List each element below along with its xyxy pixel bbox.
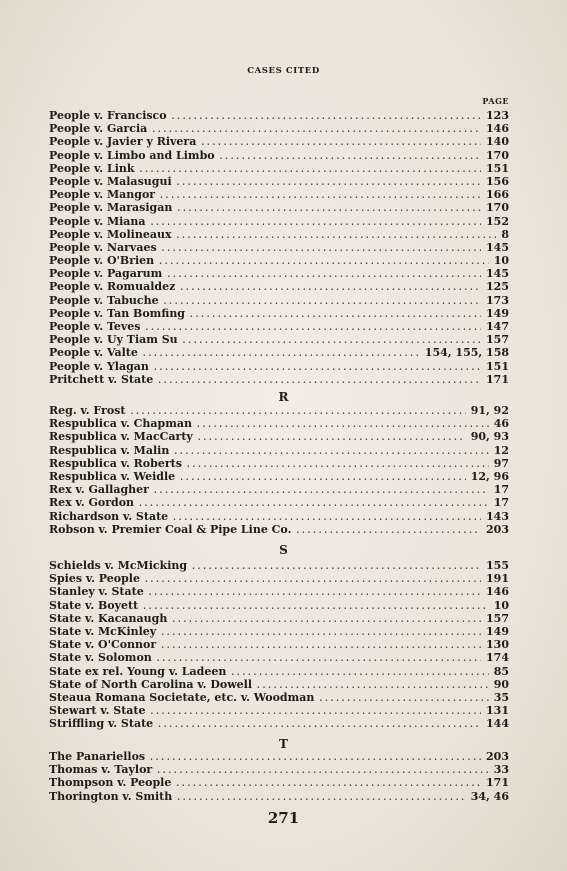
case-pages: 173 <box>486 293 509 307</box>
case-pages: 157 <box>486 333 509 347</box>
case-name: People v. Limbo and Limbo <box>49 148 215 162</box>
case-name: Steaua Romana Societate, etc. v. Woodman <box>49 690 315 704</box>
case-pages: 147 <box>486 320 509 333</box>
dot-leader <box>192 561 481 571</box>
case-entry <box>49 599 509 612</box>
case-pages: 46 <box>493 417 509 431</box>
dot-leader <box>154 362 481 372</box>
dot-leader <box>161 627 481 637</box>
case-entry <box>49 483 509 496</box>
case-pages: 91, 92 <box>470 404 509 417</box>
dot-leader <box>145 322 481 332</box>
case-entry <box>49 267 509 280</box>
dot-leader <box>180 282 481 292</box>
dot-leader <box>187 459 489 469</box>
dot-leader <box>157 765 488 775</box>
dot-leader <box>158 719 481 729</box>
case-name: Thomas v. Taylor <box>49 763 153 777</box>
dot-leader <box>174 446 488 456</box>
case-pages: 125 <box>486 280 509 294</box>
case-name: Schields v. McMicking <box>49 559 188 572</box>
case-name: Rex v. Gordon <box>49 496 135 510</box>
case-entry <box>49 417 509 430</box>
case-pages: 145 <box>486 267 509 281</box>
running-header: CASES CITED <box>247 66 320 76</box>
case-entry <box>49 254 509 267</box>
case-entry <box>49 215 509 228</box>
case-entry <box>49 228 509 241</box>
case-entry <box>49 444 509 457</box>
case-pages: 123 <box>486 109 509 122</box>
case-entry <box>49 307 509 320</box>
case-name: Reg. v. Frost <box>49 404 126 417</box>
case-name: People v. Mangor <box>49 188 156 202</box>
case-pages: 171 <box>486 776 509 790</box>
case-entry <box>49 496 509 509</box>
case-pages: 8 <box>501 227 509 241</box>
dot-leader <box>177 792 466 802</box>
case-entry <box>49 201 509 214</box>
page-number: 271 <box>267 809 300 827</box>
case-pages: 166 <box>486 188 509 202</box>
case-entry <box>49 704 509 717</box>
section-s-list <box>49 559 509 730</box>
case-name: People v. Malasugui <box>49 174 172 188</box>
case-entry <box>49 175 509 188</box>
case-name: People v. Javier y Rivera <box>49 135 197 149</box>
case-pages: 157 <box>486 611 509 625</box>
case-entry <box>49 241 509 254</box>
section-letter-t: T <box>279 737 288 751</box>
dot-leader <box>140 164 482 174</box>
case-pages: 17 <box>493 483 509 497</box>
case-name: People v. Tabuche <box>49 293 159 307</box>
case-entry <box>49 149 509 162</box>
case-name: People v. Miana <box>49 214 146 228</box>
case-pages: 146 <box>486 585 509 599</box>
dot-leader <box>177 177 481 187</box>
case-entry <box>49 360 509 373</box>
dot-leader <box>172 614 481 624</box>
case-entry <box>49 510 509 523</box>
case-pages: 203 <box>486 522 509 536</box>
case-entry <box>49 523 509 536</box>
section-letter-s: S <box>279 543 288 557</box>
case-entry <box>49 717 509 730</box>
case-name: Robson v. Premier Coal & Pipe Line Co. <box>49 522 292 536</box>
dot-leader <box>167 269 481 279</box>
case-name: Respublica v. Malin <box>49 443 170 457</box>
dot-leader <box>296 525 481 535</box>
case-entry <box>49 320 509 333</box>
case-pages: 151 <box>486 161 509 175</box>
case-pages: 154, 155, 158 <box>424 346 509 360</box>
case-entry <box>49 122 509 135</box>
dot-leader <box>231 667 488 677</box>
case-entry <box>49 188 509 201</box>
dot-leader <box>150 752 481 762</box>
case-pages: 130 <box>486 638 509 652</box>
dot-leader <box>198 432 466 442</box>
case-pages: 155 <box>486 559 509 572</box>
case-name: State v. Kacanaugh <box>49 611 168 625</box>
case-pages: 17 <box>493 496 509 510</box>
case-name: People v. Pagarum <box>49 267 163 281</box>
case-name: People v. Francisco <box>49 109 167 122</box>
case-pages: 85 <box>493 664 509 678</box>
section-letter-r: R <box>278 390 289 404</box>
case-pages: 191 <box>486 572 509 586</box>
dot-leader <box>158 375 481 385</box>
case-name: People v. Ylagan <box>49 359 149 373</box>
dot-leader <box>180 472 466 482</box>
case-pages: 90 <box>493 677 509 691</box>
dot-leader <box>177 230 497 240</box>
dot-leader <box>154 485 489 495</box>
section-t-list <box>49 750 509 803</box>
dot-leader <box>157 653 481 663</box>
case-entry <box>49 665 509 678</box>
dot-leader <box>319 693 488 703</box>
case-pages: 10 <box>493 598 509 612</box>
case-pages: 12, 96 <box>470 469 509 483</box>
case-pages: 131 <box>486 704 509 718</box>
case-pages: 10 <box>493 254 509 268</box>
case-name: Striffling v. State <box>49 717 154 731</box>
case-entry <box>49 572 509 585</box>
case-entry <box>49 763 509 776</box>
case-entry <box>49 109 509 122</box>
dot-leader <box>149 587 481 597</box>
dot-leader <box>143 601 488 611</box>
case-name: Respublica v. Roberts <box>49 456 182 470</box>
case-name: The Panariellos <box>49 750 146 763</box>
dot-leader <box>183 335 481 345</box>
section-p-list <box>49 109 509 386</box>
dot-leader <box>177 203 481 213</box>
case-pages: 174 <box>486 651 509 665</box>
case-pages: 203 <box>486 750 509 763</box>
case-entry <box>49 404 509 417</box>
case-name: People v. O'Brien <box>49 254 155 268</box>
case-name: Rex v. Gallagher <box>49 483 149 497</box>
case-entry <box>49 559 509 572</box>
case-name: People v. Narvaes <box>49 240 157 254</box>
dot-leader <box>173 512 481 522</box>
dot-leader <box>139 498 489 508</box>
case-name: People v. Marasigan <box>49 201 173 215</box>
case-pages: 33 <box>493 763 509 777</box>
case-entry <box>49 430 509 443</box>
case-name: Respublica v. Weidle <box>49 469 176 483</box>
dot-leader <box>220 151 481 161</box>
case-name: Thompson v. People <box>49 776 172 790</box>
case-entry <box>49 373 509 386</box>
case-pages: 149 <box>486 306 509 320</box>
case-name: State v. McKinley <box>49 624 157 638</box>
case-pages: 149 <box>486 624 509 638</box>
case-name: Spies v. People <box>49 572 140 586</box>
case-pages: 140 <box>486 135 509 149</box>
case-entry <box>49 333 509 346</box>
dot-leader <box>151 706 482 716</box>
page-column-label: PAGE <box>482 96 509 106</box>
case-name: Thorington v. Smith <box>49 789 173 803</box>
case-pages: 156 <box>486 174 509 188</box>
case-name: State ex rel. Young v. Ladeen <box>49 664 227 678</box>
case-name: Pritchett v. State <box>49 372 154 386</box>
case-entry <box>49 612 509 625</box>
case-name: Richardson v. State <box>49 509 169 523</box>
case-pages: 144 <box>486 717 509 731</box>
dot-leader <box>257 680 489 690</box>
case-entry <box>49 625 509 638</box>
case-name: People v. Valte <box>49 346 138 360</box>
case-entry <box>49 135 509 148</box>
dot-leader <box>145 574 481 584</box>
dot-leader <box>159 256 489 266</box>
case-entry <box>49 651 509 664</box>
case-name: People v. Garcia <box>49 122 148 136</box>
case-pages: 97 <box>493 456 509 470</box>
dot-leader <box>152 124 481 134</box>
dot-leader <box>151 217 481 227</box>
case-pages: 170 <box>486 148 509 162</box>
case-name: People v. Teves <box>49 320 141 333</box>
case-entry <box>49 776 509 789</box>
case-pages: 143 <box>486 509 509 523</box>
case-pages: 171 <box>486 372 509 386</box>
case-name: People v. Tan Bomfing <box>49 306 186 320</box>
case-name: Respublica v. Chapman <box>49 417 193 431</box>
case-pages: 35 <box>493 690 509 704</box>
case-entry <box>49 346 509 359</box>
case-entry <box>49 457 509 470</box>
case-name: People v. Molineaux <box>49 227 172 241</box>
dot-leader <box>164 296 481 306</box>
case-entry <box>49 294 509 307</box>
case-name: State v. Solomon <box>49 651 152 665</box>
dot-leader <box>160 190 481 200</box>
dot-leader <box>172 111 481 121</box>
case-name: People v. Romualdez <box>49 280 176 294</box>
case-pages: 151 <box>486 359 509 373</box>
dot-leader <box>161 640 481 650</box>
case-entry <box>49 280 509 293</box>
case-name: State v. O'Connor <box>49 638 157 652</box>
case-entry <box>49 470 509 483</box>
case-name: State of North Carolina v. Dowell <box>49 677 253 691</box>
case-name: State v. Boyett <box>49 598 139 612</box>
case-name: Stanley v. State <box>49 585 144 599</box>
case-pages: 146 <box>486 122 509 136</box>
case-entry <box>49 638 509 651</box>
case-pages: 34, 46 <box>470 789 509 803</box>
case-name: Respublica v. MacCarty <box>49 430 193 444</box>
case-entry <box>49 162 509 175</box>
case-entry <box>49 678 509 691</box>
dot-leader <box>176 778 481 788</box>
section-r-list <box>49 404 509 536</box>
case-entry <box>49 691 509 704</box>
dot-leader <box>130 406 465 416</box>
case-name: Stewart v. State <box>49 704 146 718</box>
case-name: People v. Uy Tiam Su <box>49 333 178 347</box>
dot-leader <box>162 243 481 253</box>
case-name: People v. Link <box>49 161 135 175</box>
dot-leader <box>201 137 481 147</box>
case-pages: 12 <box>493 443 509 457</box>
dot-leader <box>143 348 420 358</box>
case-entry <box>49 750 509 763</box>
case-pages: 170 <box>486 201 509 215</box>
case-entry <box>49 585 509 598</box>
case-pages: 145 <box>486 240 509 254</box>
dot-leader <box>197 419 489 429</box>
case-pages: 90, 93 <box>470 430 509 444</box>
case-pages: 152 <box>486 214 509 228</box>
dot-leader <box>190 309 481 319</box>
case-entry <box>49 790 509 803</box>
